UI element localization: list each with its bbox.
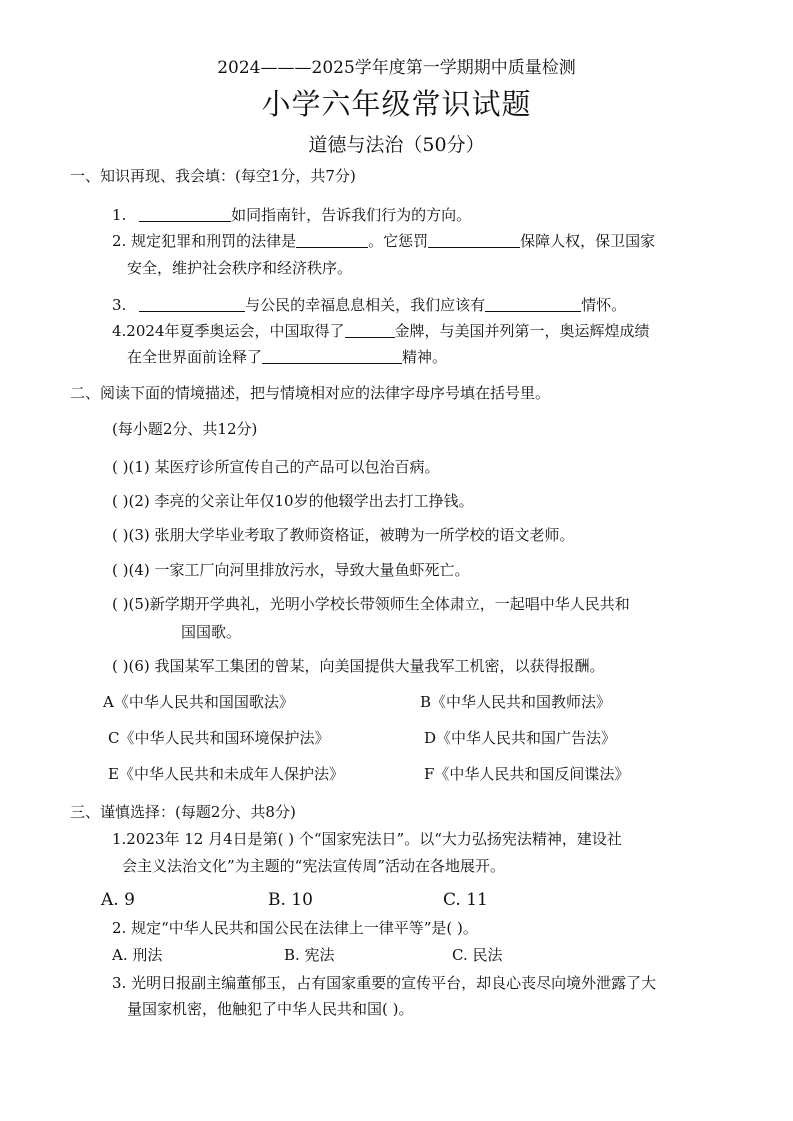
section2-note: (每小题2分、共12分) — [112, 420, 258, 438]
q-text: 金牌，与美国并列第一，奥运辉煌成绩 — [394, 322, 650, 340]
s1-question-3 — [112, 295, 626, 315]
s2-item-5-cont: 国国歌。 — [181, 623, 242, 641]
s3-q2-option-c[interactable]: C. 民法 — [452, 946, 503, 964]
s3-question-2: 2. 规定“中华人民共和国公民在法律上一律平等”是( )。 — [112, 919, 478, 937]
answer-blank[interactable] — [428, 231, 520, 248]
s3-q2-option-a[interactable]: A. 刑法 — [112, 946, 163, 964]
law-option-a: A《中华人民共和国国歌法》 — [103, 693, 294, 711]
s2-item-2[interactable]: ( )(2) 李亮的父亲让年仅10岁的他辍学出去打工挣钱。 — [112, 492, 474, 510]
q-text: 情怀。 — [581, 296, 627, 314]
answer-blank[interactable] — [485, 295, 581, 312]
q-text: 如同指南针，告诉我们行为的方向。 — [231, 206, 472, 224]
subtitle: 道德与法治（50分） — [308, 134, 485, 156]
s3-q1-option-b[interactable]: B. 10 — [268, 890, 313, 910]
s3-question-3: 3. 光明日报副主编董郁玉，占有国家重要的宣传平台，却良心丧尽向境外泄露了大 — [112, 974, 657, 992]
section2-heading: 二、阅读下面的情境描述，把与情境相对应的法律字母序号填在括号里。 — [70, 384, 551, 402]
section3-heading: 三、谨慎选择：(每题2分、共8分) — [70, 803, 296, 821]
q-text: 4.2024年夏季奥运会，中国取得了 — [112, 322, 345, 340]
s2-item-6[interactable]: ( )(6) 我国某军工集团的曾某，向美国提供大量我军工机密，以获得报酬。 — [112, 657, 605, 675]
answer-blank[interactable] — [262, 347, 402, 364]
s1-question-4-cont — [127, 347, 447, 367]
q-text: 与公民的幸福息息相关，我们应该有 — [245, 296, 486, 314]
law-option-d: D《中华人民共和国广告法》 — [424, 729, 617, 747]
exam-title: 2024———2025学年度第一学期期中质量检测 — [217, 58, 576, 78]
s2-item-4[interactable]: ( )(4) 一家工厂向河里排放污水，导致大量鱼虾死亡。 — [112, 561, 470, 579]
law-option-c: C《中华人民共和国环境保护法》 — [108, 729, 330, 747]
answer-blank[interactable] — [139, 205, 231, 222]
answer-blank[interactable] — [139, 295, 245, 312]
s1-question-4 — [112, 321, 650, 341]
q-text: 在全世界面前诠释了 — [127, 348, 263, 366]
law-option-e: E《中华人民共和未成年人保护法》 — [108, 765, 344, 783]
law-option-f: F《中华人民共和国反间谍法》 — [424, 765, 630, 783]
s2-item-1[interactable]: ( )(1) 某医疗诊所宣传自己的产品可以包治百病。 — [112, 458, 440, 476]
q-number: 2. — [112, 232, 127, 250]
s3-q1-option-a[interactable]: A. 9 — [101, 890, 135, 910]
s3-question-1-cont: 会主义法治文化”为主题的“宪法宣传周”活动在各地展开。 — [122, 857, 506, 875]
s3-question-1: 1.2023年 12 月4日是第( ) 个“国家宪法日”。以“大力弘扬宪法精神，建设社 — [112, 830, 622, 848]
q-text: 。它惩罚 — [368, 232, 429, 250]
s3-q2-option-b[interactable]: B. 宪法 — [284, 946, 335, 964]
q-text: 精神。 — [402, 348, 448, 366]
law-option-b: B《中华人民共和国教师法》 — [420, 693, 612, 711]
s1-question-2 — [112, 231, 655, 251]
q-number: 3. — [112, 296, 127, 314]
s1-question-2-cont: 安全，维护社会秩序和经济秩序。 — [127, 259, 353, 277]
answer-blank[interactable] — [296, 231, 368, 248]
s1-question-1 — [112, 205, 471, 225]
q-text: 规定犯罪和刑罚的法律是 — [131, 232, 297, 250]
section1-heading: 一、知识再现、我会填：(每空1分，共7分) — [70, 167, 356, 185]
q-number: 1. — [112, 206, 127, 224]
s2-item-3[interactable]: ( )(3) 张朋大学毕业考取了教师资格证，被聘为一所学校的语文老师。 — [112, 526, 575, 544]
q-text: 保障人权，保卫国家 — [520, 232, 656, 250]
s3-q1-option-c[interactable]: C. 11 — [443, 890, 488, 910]
s2-item-5[interactable]: ( )(5)新学期开学典礼，光明小学校长带领师生全体肃立，一起唱中华人民共和 — [112, 595, 630, 613]
answer-blank[interactable] — [345, 321, 395, 338]
main-title: 小学六年级常识试题 — [261, 87, 532, 121]
s3-question-3-cont: 量国家机密，他触犯了中华人民共和国( )。 — [127, 1000, 414, 1018]
